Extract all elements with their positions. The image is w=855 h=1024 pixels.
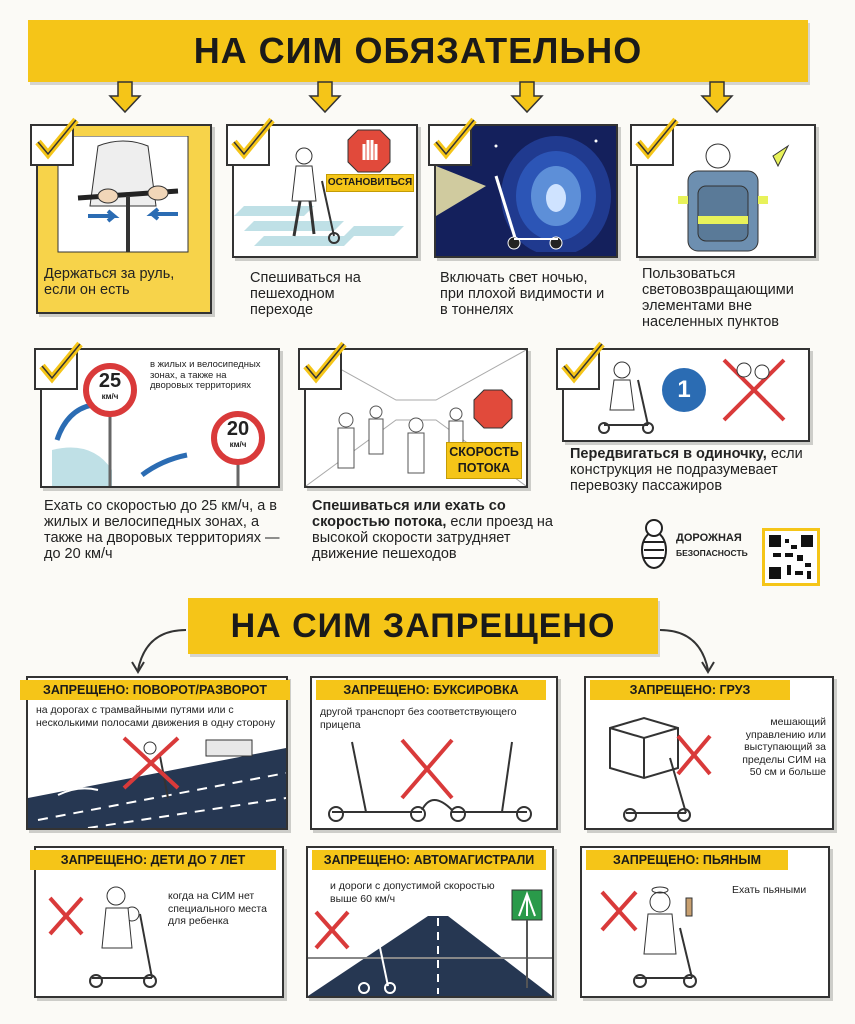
forbidden-tag: ЗАПРЕЩЕНО: АВТОМАГИСТРАЛИ xyxy=(312,850,546,870)
qr-code-icon xyxy=(765,531,817,583)
zebra-mascot-icon xyxy=(632,516,676,572)
qr-code xyxy=(762,528,820,586)
brand-line2: БЕЗОПАСНОСТЬ xyxy=(676,548,748,558)
towing-illustration xyxy=(312,732,556,828)
caption-rest: если проезд на высокой скорости затрудняет движение пешеходов xyxy=(312,514,553,562)
card-caption: Спешиваться на пешеходном переходе xyxy=(250,270,361,318)
card-description: другой транспорт без соответствующего прицепа xyxy=(320,706,517,731)
single-rider-number: 1 xyxy=(677,376,691,403)
forbidden-tag: ЗАПРЕЩЕНО: ПОВОРОТ/РАЗВОРОТ xyxy=(20,680,290,700)
speed-sign-unit: км/ч xyxy=(101,392,119,401)
card-caption xyxy=(312,498,562,562)
card-description: мешающий управлению или выступающий за пределы СИМ на 50 см и больше xyxy=(742,716,826,778)
brand-line1: ДОРОЖНАЯ xyxy=(676,532,742,544)
speed-sign-25: 25 xyxy=(98,370,122,392)
card-caption: Ехать со скоростью до 25 км/ч, а в жилых и велосипедных зонах, а также на дворовых территориях — до 20 км/ч xyxy=(44,498,280,562)
checkmark-icon xyxy=(428,124,472,166)
card-caption: Включать свет ночью, при плохой видимости и в тоннелях xyxy=(440,270,605,318)
forbidden-tag: ЗАПРЕЩЕНО: БУКСИРОВКА xyxy=(316,680,546,700)
card-description: и дороги с допустимой скоростью выше 60 км/ч xyxy=(330,880,495,905)
forbidden-tag: ЗАПРЕЩЕНО: ГРУЗ xyxy=(590,680,790,700)
card-caption xyxy=(570,446,810,494)
card-description: когда на СИМ нет специального места для ребенка xyxy=(168,890,267,927)
forbidden-tag: ЗАПРЕЩЕНО: ПЬЯНЫМ xyxy=(586,850,788,870)
checkmark-icon xyxy=(34,348,78,390)
flow-speed-badge: СКОРОСТЬ ПОТОКА xyxy=(446,442,522,479)
caption-bold: Передвигаться в одиночку, xyxy=(570,446,767,462)
card-caption: Пользоваться световозвращающими элементами вне населенных пунктов xyxy=(642,266,794,330)
checkmark-icon xyxy=(30,124,74,166)
banner-arrows xyxy=(0,80,855,120)
speed-sign-unit: км/ч xyxy=(229,440,247,449)
section-title-required: НА СИМ ОБЯЗАТЕЛЬНО xyxy=(28,20,808,82)
checkmark-icon xyxy=(630,124,674,166)
checkmark-icon xyxy=(556,348,600,390)
forbidden-tag: ЗАПРЕЩЕНО: ДЕТИ ДО 7 ЛЕТ xyxy=(30,850,276,870)
caption-bold: Спешиваться или ехать со скоростью потока, xyxy=(312,498,506,530)
caption-rest: если конструкция не подразумевает перевозку пассажиров xyxy=(570,446,803,494)
card-description: Ехать пьяными xyxy=(732,884,807,896)
section-title-forbidden: НА СИМ ЗАПРЕЩЕНО xyxy=(188,598,658,654)
speed-sign-20: 20 xyxy=(226,418,250,440)
card-description: на дорогах с трамвайными путями или с несколькими полосами движения в одну сторону xyxy=(36,704,276,729)
stop-badge: ОСТАНОВИТЬСЯ xyxy=(326,174,414,192)
checkmark-icon xyxy=(226,124,270,166)
card-caption: Держаться за руль, если он есть xyxy=(44,266,175,298)
speed-note: в жилых и велосипедных зонах, а также на дворовых территориях xyxy=(150,359,261,391)
road-illustration xyxy=(28,728,286,828)
checkmark-icon xyxy=(298,348,342,390)
curved-arrows xyxy=(0,618,855,674)
